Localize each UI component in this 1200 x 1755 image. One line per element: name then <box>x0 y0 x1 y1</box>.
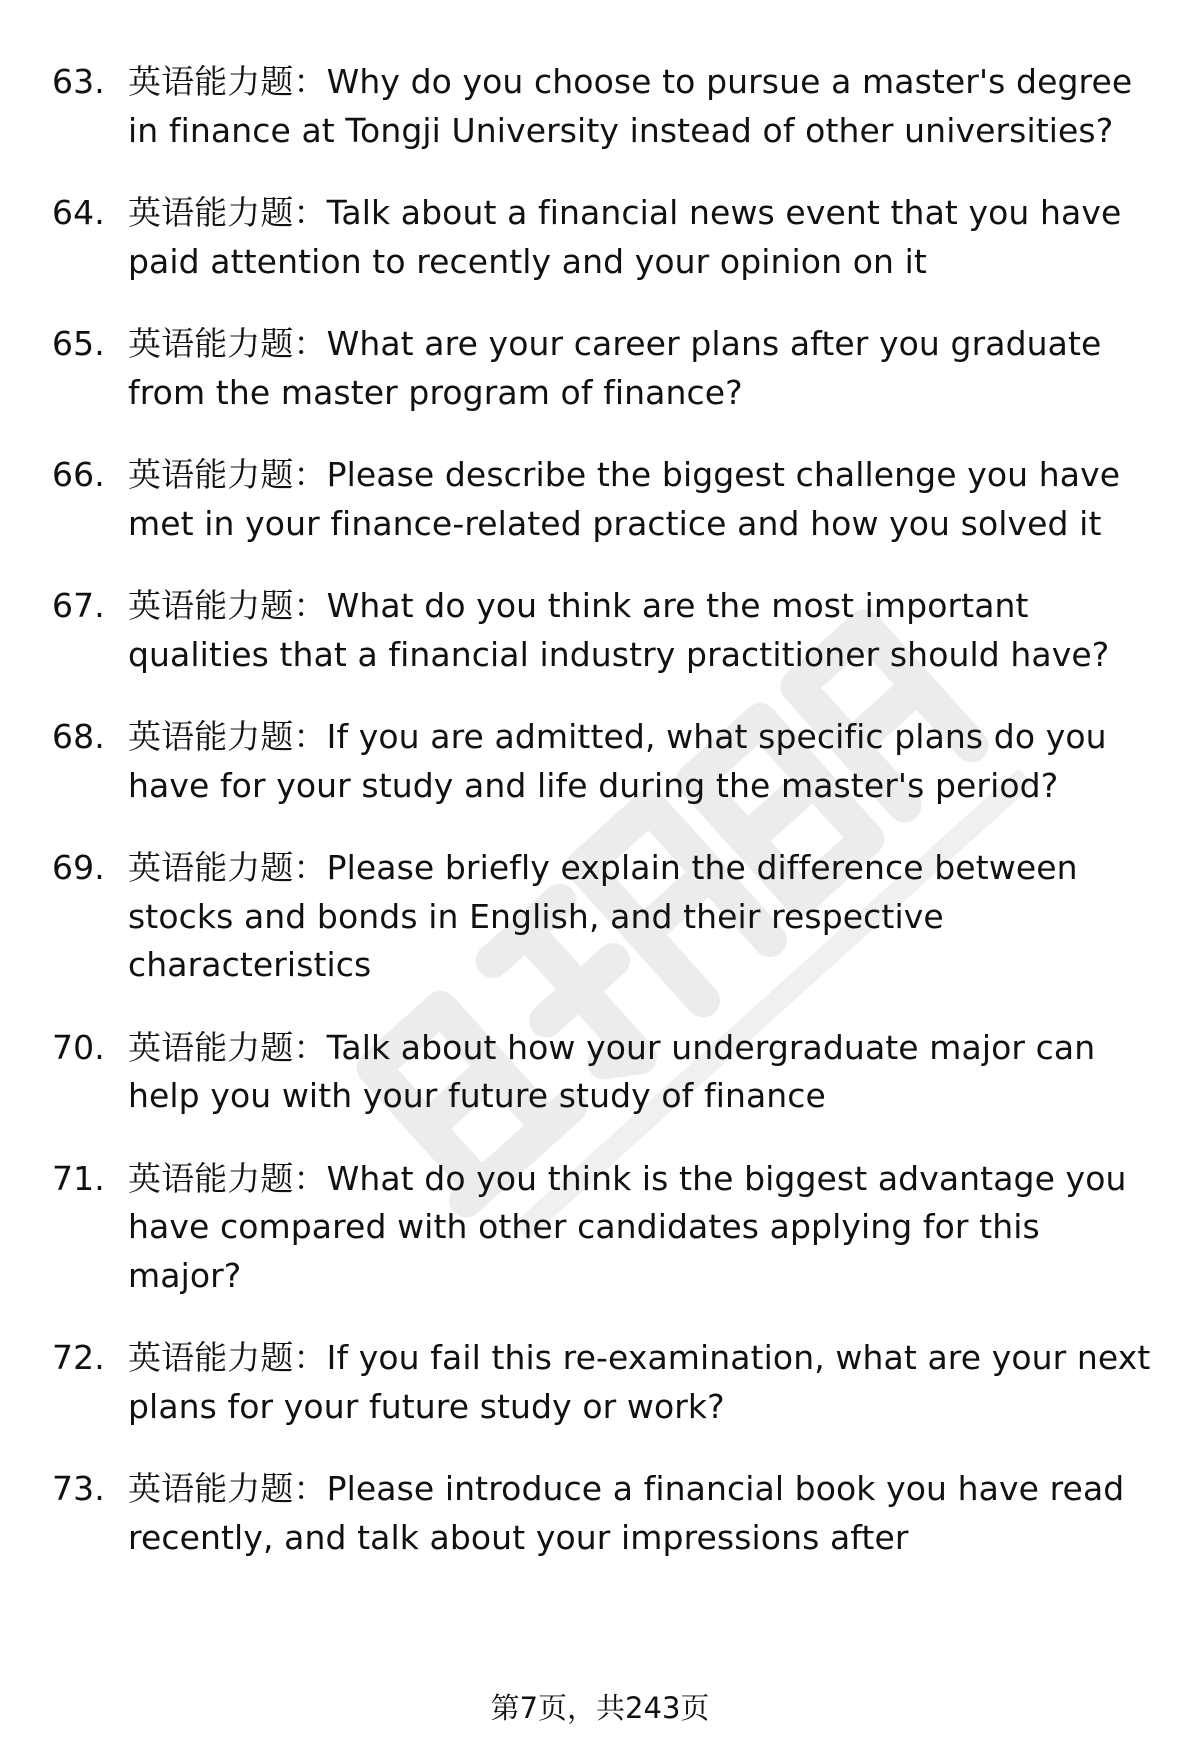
list-item <box>0 189 1200 286</box>
question-text: Please briefly explain the difference between stocks and bonds in English, and their respective characteristics <box>128 848 1078 984</box>
question-number: 70. <box>52 1027 105 1067</box>
question-text: Talk about how your undergraduate major can help you with your future study of finance <box>128 1027 1096 1115</box>
question-tag: 英语能力题： <box>128 62 327 101</box>
question-number: 66. <box>52 455 105 494</box>
question-tag: 英语能力题： <box>128 1158 327 1198</box>
question-tag: 英语能力题： <box>128 455 327 494</box>
question-text: Why do you choose to pursue a master's degree in finance at Tongji University instead of other universities? <box>128 62 1133 150</box>
question-text: Please describe the biggest challenge you have met in your finance-related practice and how you solved it <box>128 455 1121 543</box>
question-text: If you fail this re-examination, what are your next plans for your future study or work? <box>128 1338 1151 1426</box>
question-tag: 英语能力题： <box>128 324 327 363</box>
question-text: Please introduce a financial book you have read recently, and talk about your impressions after <box>128 1469 1125 1557</box>
question-text: If you are admitted, what specific plans do you have for your study and life during the master's period? <box>128 717 1107 805</box>
list-item <box>0 1024 1200 1121</box>
question-tag: 英语能力题： <box>128 1027 327 1067</box>
list-item <box>0 1334 1200 1431</box>
question-text: What do you think are the most important qualities that a financial industry practitioner should have? <box>128 586 1110 674</box>
question-number: 69. <box>52 848 105 887</box>
list-item <box>0 320 1200 417</box>
question-tag: 英语能力题： <box>128 586 327 625</box>
page-footer: 第7页，共243页 <box>490 1691 710 1725</box>
list-item <box>0 58 1200 155</box>
list-item <box>0 451 1200 548</box>
question-list <box>0 58 1200 1596</box>
question-tag: 英语能力题： <box>128 717 327 756</box>
question-number: 67. <box>52 586 105 625</box>
question-text: What are your career plans after you graduate from the master program of finance? <box>128 324 1102 412</box>
list-item <box>0 713 1200 810</box>
question-tag: 英语能力题： <box>128 193 327 232</box>
list-item <box>0 1465 1200 1562</box>
question-text: What do you think is the biggest advantage you have compared with other candidates applying for this major? <box>128 1158 1127 1295</box>
question-tag: 英语能力题： <box>128 1338 327 1377</box>
question-number: 64. <box>52 193 105 232</box>
question-number: 73. <box>52 1469 105 1508</box>
question-number: 63. <box>52 62 105 101</box>
question-tag: 英语能力题： <box>128 1469 327 1508</box>
list-item <box>0 1155 1200 1301</box>
list-item <box>0 582 1200 679</box>
question-number: 72. <box>52 1338 105 1377</box>
question-number: 65. <box>52 324 105 363</box>
question-number: 68. <box>52 717 105 756</box>
list-item <box>0 844 1200 990</box>
question-tag: 英语能力题： <box>128 848 327 887</box>
question-text: Talk about a financial news event that you have paid attention to recently and your opinion on it <box>128 193 1122 281</box>
question-number: 71. <box>52 1158 105 1198</box>
